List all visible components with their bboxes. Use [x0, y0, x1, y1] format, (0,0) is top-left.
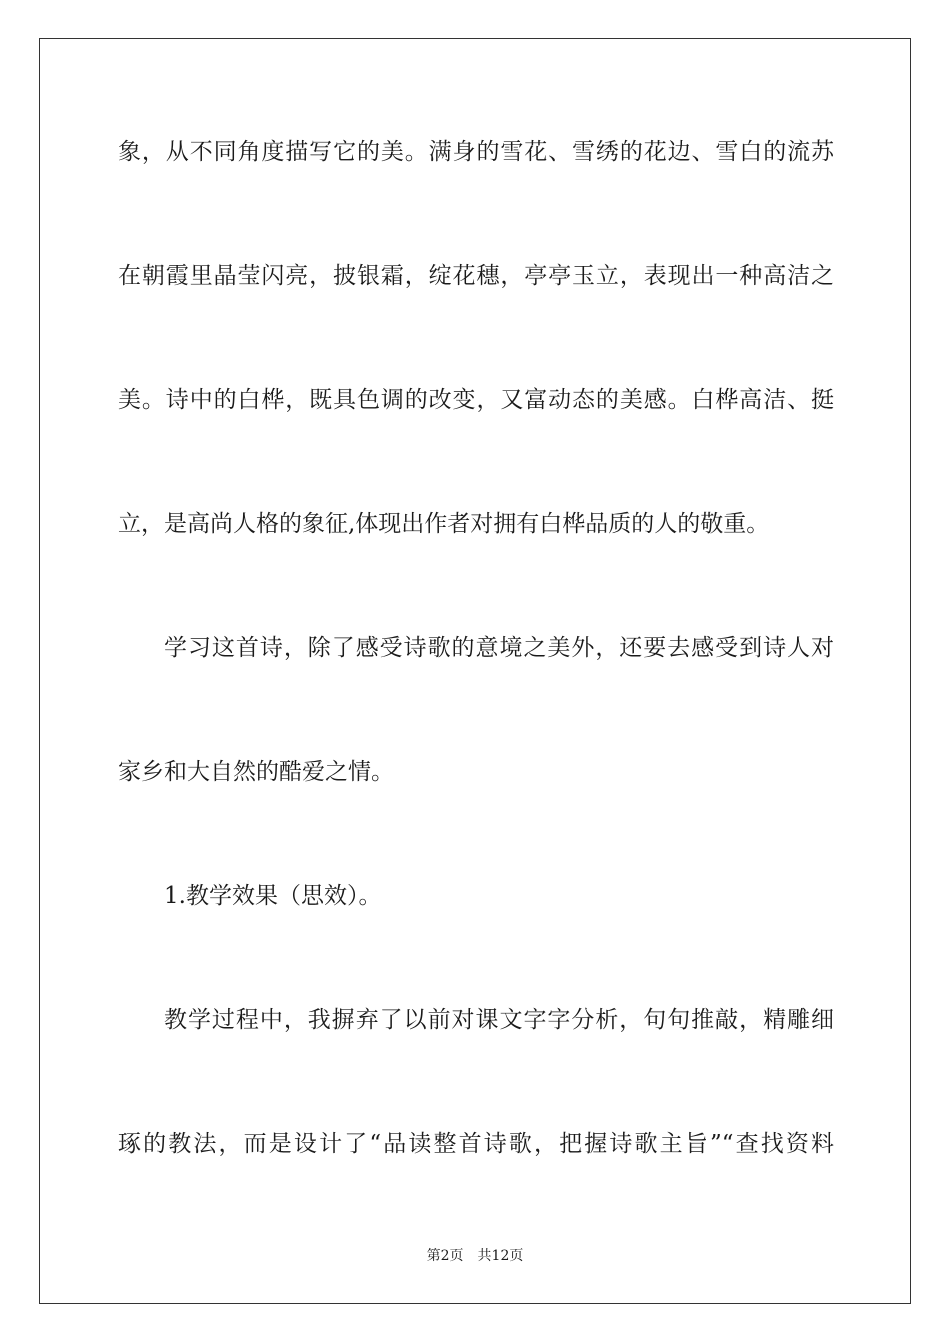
text-line-3: 美。诗中的白桦，既具色调的改变，又富动态的美感。白桦高洁、挺 — [118, 387, 834, 413]
text-line-4: 立，是高尚人格的象征,体现出作者对拥有白桦品质的人的敬重。 — [118, 511, 770, 537]
text-line-9: 琢的教法，而是设计了“品读整首诗歌，把握诗歌主旨”“查找资料 — [118, 1131, 834, 1157]
text-line-8: 教学过程中，我摒弃了以前对课文字字分析，句句推敲，精雕细 — [164, 1007, 834, 1033]
page-total: 共12页 — [477, 1248, 524, 1264]
page-footer — [0, 1247, 950, 1265]
page-number: 第2页 — [426, 1248, 464, 1264]
text-line-6: 家乡和大自然的酷爱之情。 — [118, 759, 394, 785]
text-line-5: 学习这首诗，除了感受诗歌的意境之美外，还要去感受到诗人对 — [164, 635, 834, 661]
text-line-1: 象，从不同角度描写它的美。满身的雪花、雪绣的花边、雪白的流苏 — [118, 139, 834, 165]
page-border — [39, 38, 911, 1304]
text-line-2: 在朝霞里晶莹闪亮，披银霜，绽花穗，亭亭玉立，表现出一种高洁之 — [118, 263, 834, 289]
section-heading: 1.教学效果（思效）。 — [164, 883, 382, 909]
